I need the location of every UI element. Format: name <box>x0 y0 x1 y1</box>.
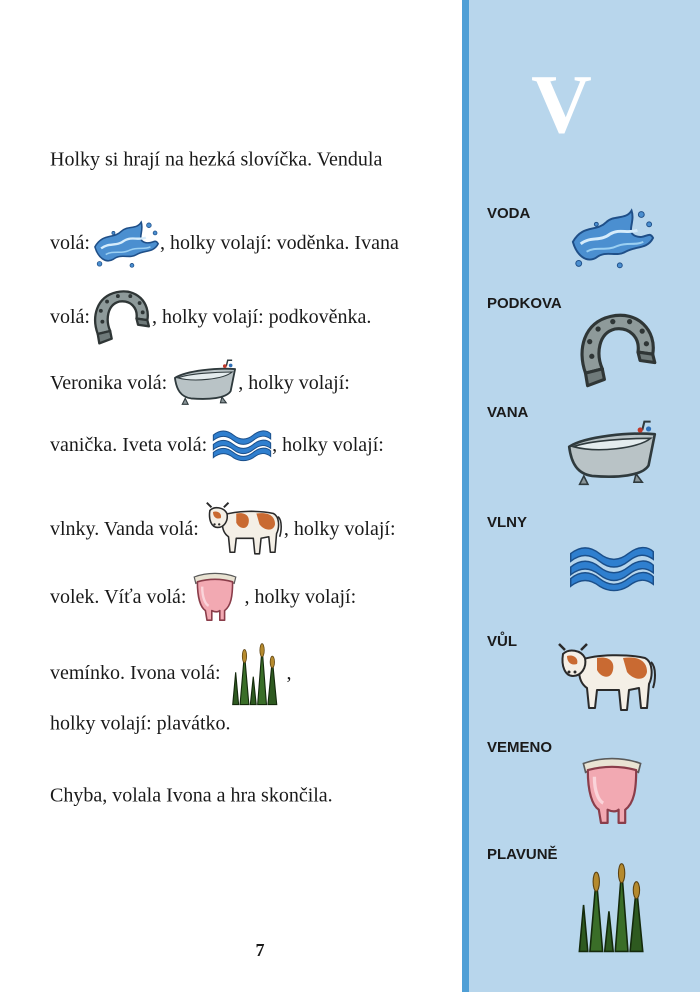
vocab-label-plavune: PLAVUNĚ <box>487 846 558 863</box>
ox-icon <box>204 498 284 560</box>
vocab-label-vul: VŮL <box>487 633 517 650</box>
text-line-4-start: Veronika volá: <box>50 372 168 394</box>
text-line-9 <box>50 710 231 735</box>
vocabulary-sidebar <box>469 0 700 992</box>
text-line-10-text: Chyba, volala Ivona a hra skončila. <box>50 784 333 807</box>
vocab-label-vlny: VLNY <box>487 514 528 531</box>
page-number: 7 <box>255 940 265 960</box>
text-line-4-end: , holky volají: <box>238 372 350 394</box>
text-line-6-end: , holky volají: <box>283 518 396 540</box>
text-line-1 <box>50 146 382 171</box>
text-line-8-end: , <box>286 662 292 684</box>
water-splash-icon <box>567 198 655 281</box>
vocab-label-vemeno: VEMENO <box>487 739 553 756</box>
sidebar-letter: V <box>531 58 592 151</box>
text-line-7-start: volek. Víťa volá: <box>50 586 187 608</box>
water-splash-icon <box>90 216 160 270</box>
vocab-label-podkova: PODKOVA <box>487 295 562 312</box>
waves-icon <box>212 428 272 462</box>
text-line-7-end: , holky volají: <box>244 586 357 608</box>
text-line-4 <box>50 357 350 409</box>
text-line-3 <box>50 286 371 348</box>
clubmoss-icon <box>226 640 282 706</box>
text-line-8 <box>50 640 292 706</box>
waves-icon <box>567 544 657 597</box>
text-line-2-end: , holky volají: voděnka. Ivana <box>160 232 399 254</box>
text-line-1-text: Holky si hrají na hezká slovíčka. Vendula <box>50 148 383 171</box>
horseshoe-icon <box>90 286 152 348</box>
sidebar-accent-rule <box>462 0 469 992</box>
text-line-2-start: volá: <box>50 232 90 254</box>
udder-icon <box>579 752 645 835</box>
udder-icon <box>191 569 239 625</box>
text-line-5-start: vanička. Iveta volá: <box>50 434 208 456</box>
vocab-label-voda: VODA <box>487 205 531 222</box>
text-line-5 <box>50 428 384 462</box>
text-line-8-start: vemínko. Ivona volá: <box>50 662 221 684</box>
clubmoss-icon <box>573 858 647 959</box>
horseshoe-icon <box>575 306 659 399</box>
text-line-10 <box>50 782 333 807</box>
text-line-2 <box>50 216 399 270</box>
text-line-7 <box>50 569 356 625</box>
text-line-3-end: , holky volají: podkověnka. <box>152 306 372 328</box>
ox-icon <box>557 638 657 723</box>
vocab-label-vana: VANA <box>487 404 529 421</box>
text-line-6-start: vlnky. Vanda volá: <box>50 518 199 540</box>
text-line-6 <box>50 498 396 560</box>
bathtub-icon <box>172 357 238 409</box>
text-line-3-start: volá: <box>50 306 90 328</box>
bathtub-icon <box>565 414 659 499</box>
text-line-5-end: , holky volají: <box>272 434 384 456</box>
text-line-9-text: holky volají: plavátko. <box>50 712 231 735</box>
